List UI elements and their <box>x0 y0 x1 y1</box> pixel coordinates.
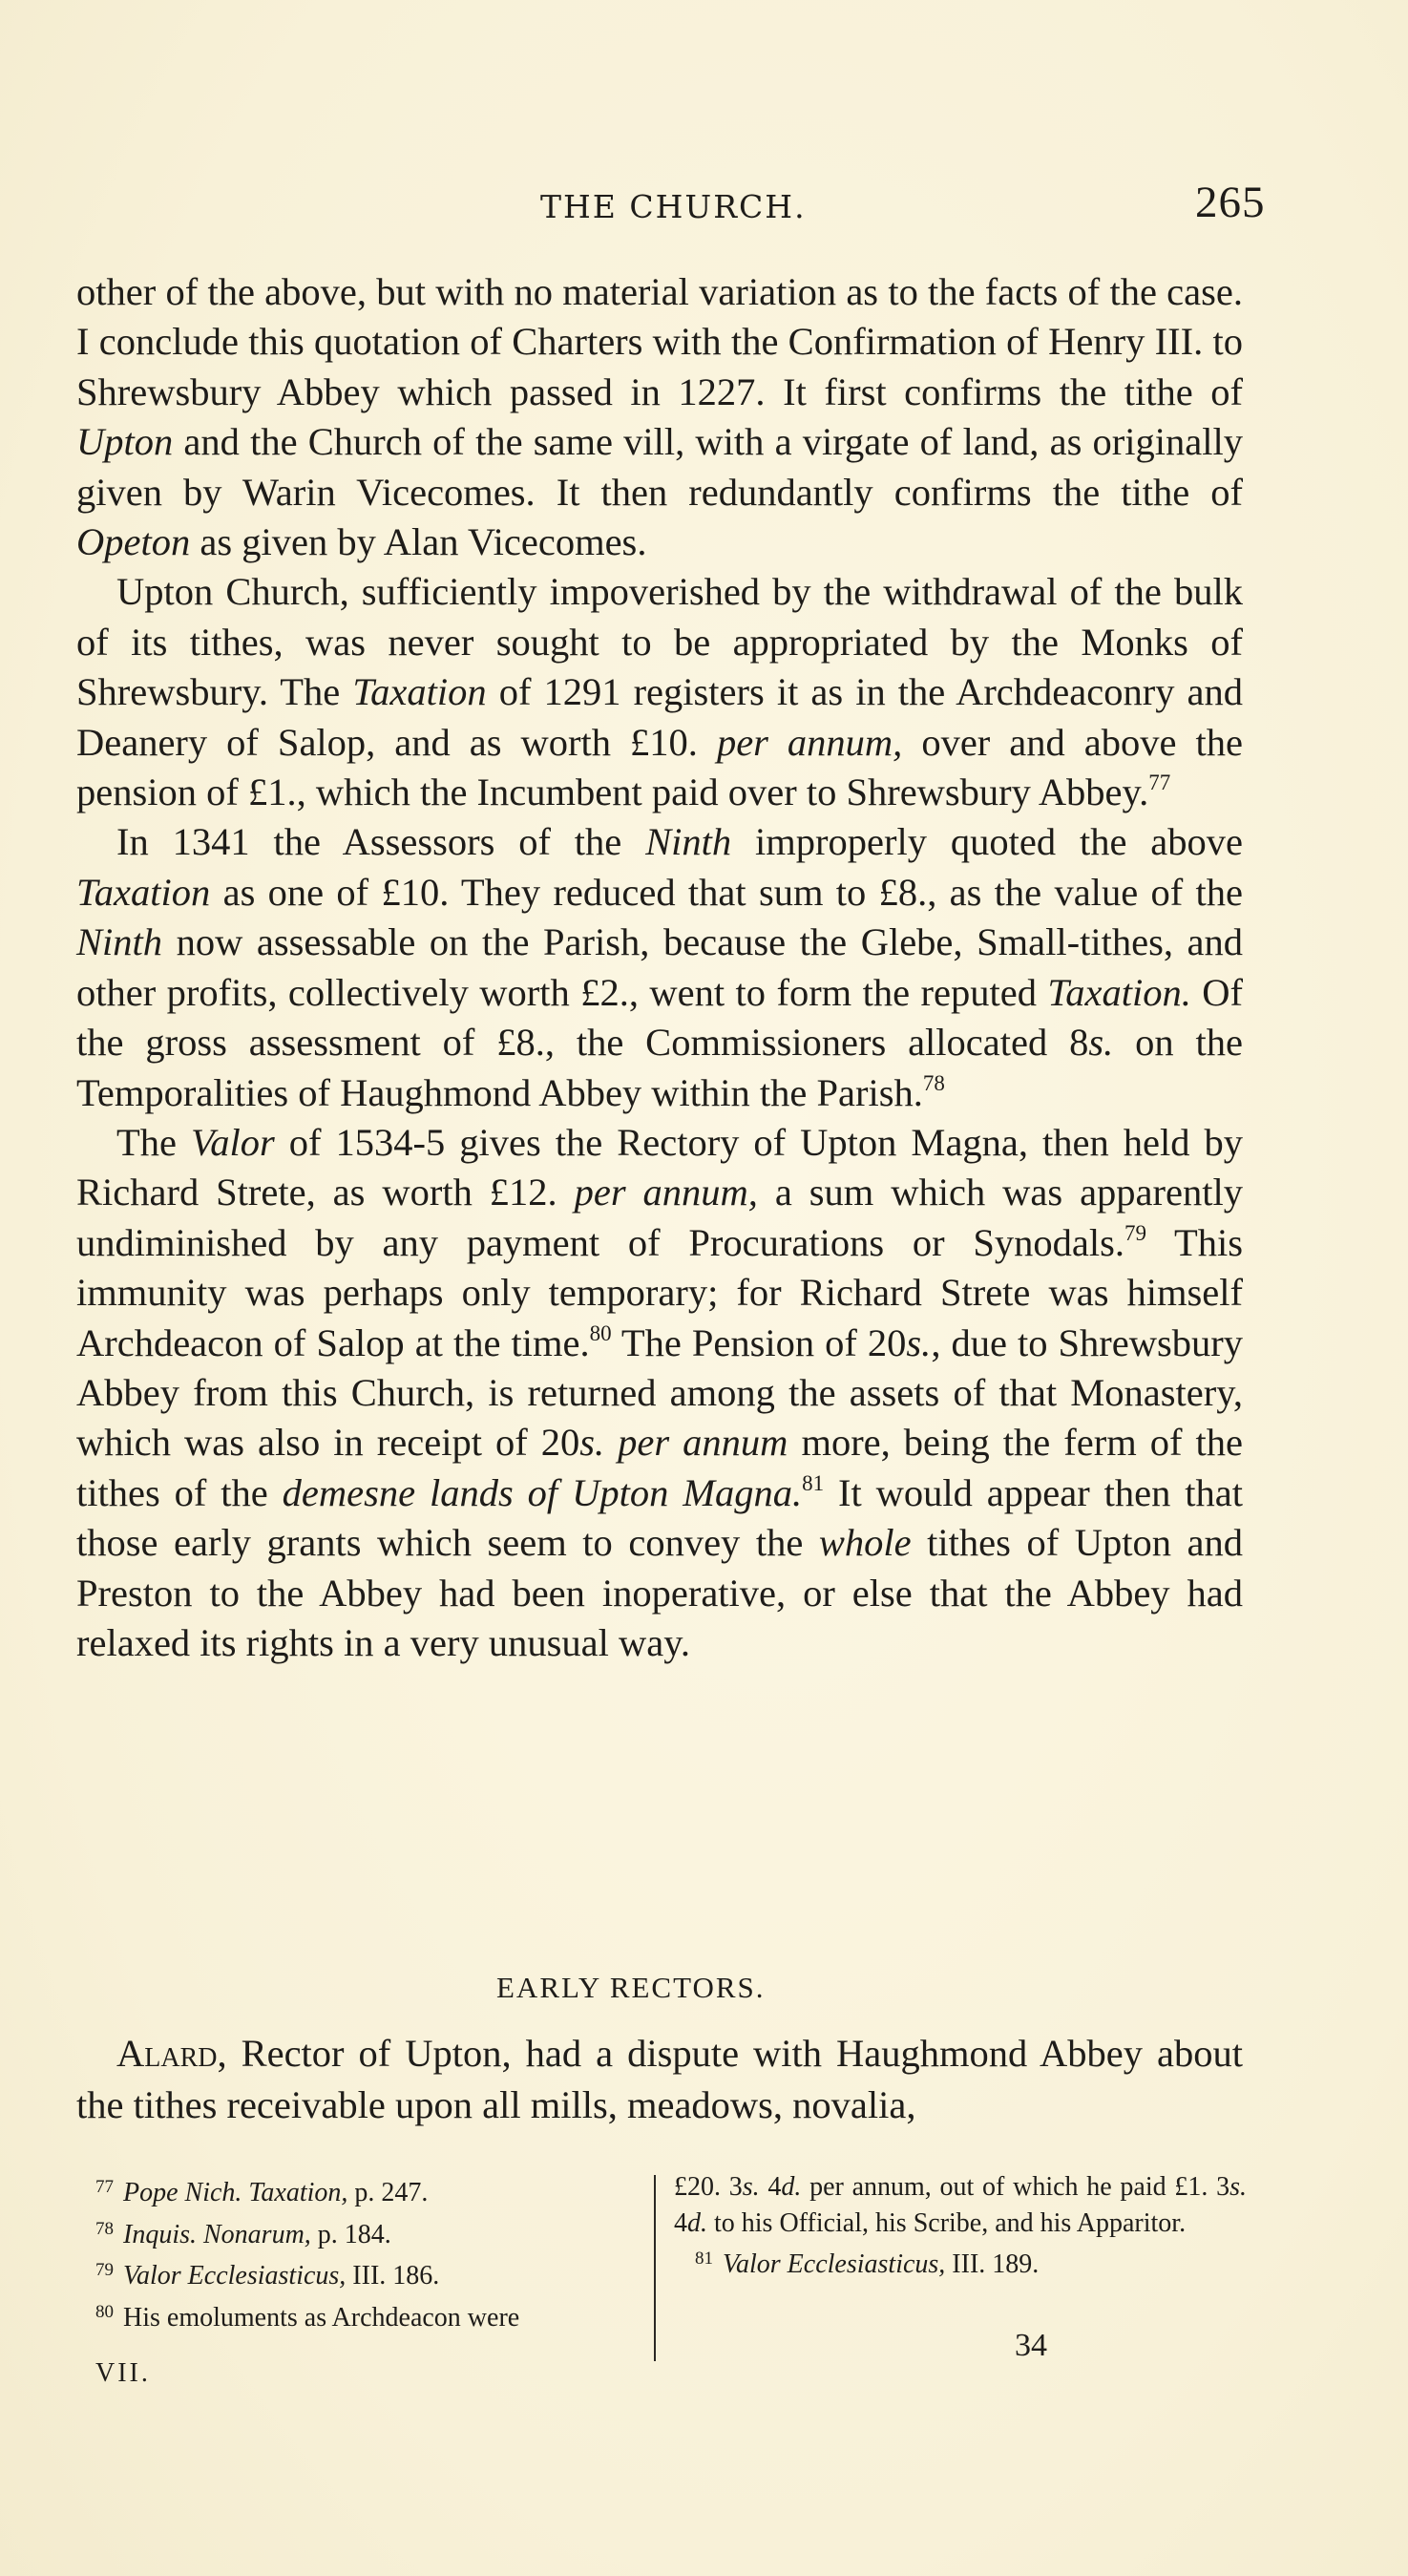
italic-text: per annum, <box>574 1171 758 1214</box>
text-run: 4 <box>759 2172 782 2202</box>
italic-text: d. <box>687 2207 707 2238</box>
italic-text: Ninth <box>645 820 732 864</box>
text-run: The <box>116 1120 191 1164</box>
text-run: more, being the ferm of the tithes of the <box>76 1421 1244 1514</box>
footnote <box>95 2211 630 2253</box>
text-run: improperly quoted the above <box>731 820 1243 864</box>
running-head <box>0 177 1408 234</box>
page-number: 265 <box>1195 178 1266 227</box>
sheet-number: 34 <box>1015 2328 1047 2363</box>
italic-text: Valor Ecclesiasticus, <box>123 2261 347 2291</box>
paragraph <box>76 567 1243 817</box>
footnote-ref: 79 <box>1124 1220 1146 1245</box>
italic-text: d. <box>781 2172 802 2202</box>
text-run: as one of £10. They reduced that sum to £8., as the value of the <box>210 870 1243 914</box>
footnote-ref: 81 <box>802 1470 825 1495</box>
text-run: of 1534-5 gives the Rectory of Upton Magna, then held by Richard Strete, as worth £12. <box>76 1120 1243 1214</box>
italic-text: s. <box>906 1320 932 1364</box>
footnotes-right-column <box>674 2169 1247 2283</box>
text-run: Of the gross assessment of £8., the Commissioners allocated 8 <box>76 970 1243 1065</box>
italic-text: per annum <box>618 1421 788 1465</box>
text-run: now assessable on the Parish, because the Glebe, Small-tithes, and other profits, collectively worth £2., went to form the reputed <box>76 920 1243 1014</box>
text-run: 4 <box>674 2207 687 2238</box>
footnote <box>674 2241 1247 2283</box>
text-run: other of the above, but with no material variation as to the facts of the case. I conclude this quotation of Charters with the Confirmation of Henry III. to Shrewsbury Abbey which passed in 1227. It first confirms the tithe of <box>76 270 1243 413</box>
text-run: to his Official, his Scribe, and his Apparitor. <box>707 2207 1187 2238</box>
italic-text: s. <box>742 2172 760 2202</box>
italic-text: whole <box>818 1521 912 1565</box>
rector-name: Alard, <box>116 2032 227 2075</box>
rectors-section <box>76 2028 1243 2131</box>
footnote <box>95 2169 630 2211</box>
italic-text: Pope Nich. Taxation, <box>123 2178 348 2207</box>
italic-text: Valor <box>190 1120 275 1164</box>
italic-text: demesne lands of Upton Magna. <box>282 1470 803 1514</box>
italic-text: Taxation <box>352 670 487 714</box>
running-title: THE CHURCH. <box>540 188 807 225</box>
text-run: and the Church of the same vill, with a virgate of land, as originally given by Warin Vicecomes. It then redundantly confirms the tithe of <box>76 420 1243 514</box>
footnote-number: 78 <box>95 2218 114 2239</box>
italic-text: Upton <box>76 420 174 464</box>
italic-text: Valor Ecclesiasticus, <box>723 2249 946 2279</box>
text-run: , due to Shrewsbury Abbey from this Church, is returned among the assets of that Monastery, which was also in receipt of 20 <box>76 1320 1243 1465</box>
text-run: per annum, out of which he paid £1. 3 <box>801 2172 1230 2202</box>
italic-text: s. <box>1229 2172 1248 2202</box>
footnote <box>674 2169 1247 2241</box>
rectors-paragraph <box>76 2028 1243 2131</box>
footnotes-left-column <box>95 2169 630 2335</box>
body-text <box>76 267 1243 1668</box>
text-run: The Pension of 20 <box>611 1320 907 1364</box>
paragraph <box>76 817 1243 1117</box>
italic-text: s. <box>579 1421 605 1465</box>
italic-text: Taxation. <box>1047 970 1191 1014</box>
text-run: His emoluments as Archdeacon were <box>123 2302 520 2333</box>
text-run: p. 247. <box>347 2178 429 2207</box>
text-run: as given by Alan Vicecomes. <box>190 520 647 564</box>
text-run: It would appear then that those early grants which seem to convey the <box>76 1470 1243 1565</box>
footnote-number: 79 <box>95 2260 114 2280</box>
text-run: In 1341 the Assessors of the <box>116 820 646 864</box>
footnote <box>95 2294 630 2336</box>
text-run: on the Temporalities of Haughmond Abbey within the Parish. <box>76 1021 1243 1114</box>
italic-text: Ninth <box>76 920 163 964</box>
footnote <box>95 2252 630 2294</box>
text-run <box>604 1421 618 1464</box>
footnote-number: 80 <box>95 2301 114 2322</box>
signature-mark: VII. <box>95 2358 151 2388</box>
text-run: tithes of Upton and Preston to the Abbey had been inoperative, or else that the Abbey had relaxed its rights in a very unusual way. <box>76 1521 1243 1664</box>
text-run: This immunity was perhaps only temporary; for Richard Strete was himself Archdeacon of Salop at the time. <box>76 1220 1243 1364</box>
section-heading: EARLY RECTORS. <box>496 1971 766 2004</box>
italic-text: per annum, <box>716 720 903 764</box>
footnote-ref: 77 <box>1148 771 1171 795</box>
italic-text: Inquis. Nonarum, <box>123 2219 311 2249</box>
text-run: £20. 3 <box>674 2172 743 2202</box>
footnote-column-divider <box>654 2175 656 2361</box>
paragraph <box>76 267 1243 567</box>
text-run: a sum which was apparently undiminished by any payment of Procurations or Synodals. <box>76 1171 1243 1264</box>
footnote-number: 77 <box>95 2177 114 2197</box>
text-run: Rector of Upton, had a dispute with Haughmond Abbey about the tithes receivable upon all mills, meadows, novalia, <box>76 2032 1243 2126</box>
text-run: Upton Church, sufficiently impoverished by the withdrawal of the bulk of its tithes, was never sought to be appropriated by the Monks of Shrewsbury. The <box>76 570 1243 714</box>
italic-text: Opeton <box>76 520 191 564</box>
text-run: of 1291 registers it as in the Archdeaconry and Deanery of Salop, and as worth £10. <box>76 670 1243 764</box>
footnote-ref: 80 <box>589 1320 612 1345</box>
text-run: over and above the pension of £1., which the Incumbent paid over to Shrewsbury Abbey. <box>76 720 1243 814</box>
text-run: III. 189. <box>945 2249 1040 2279</box>
footnote-ref: 78 <box>922 1070 945 1095</box>
text-run: III. 186. <box>346 2261 440 2291</box>
text-run: p. 184. <box>310 2219 391 2249</box>
paragraph <box>76 1118 1243 1668</box>
italic-text: s. <box>1088 1021 1114 1065</box>
footnote-number: 81 <box>695 2249 713 2269</box>
italic-text: Taxation <box>76 870 211 914</box>
